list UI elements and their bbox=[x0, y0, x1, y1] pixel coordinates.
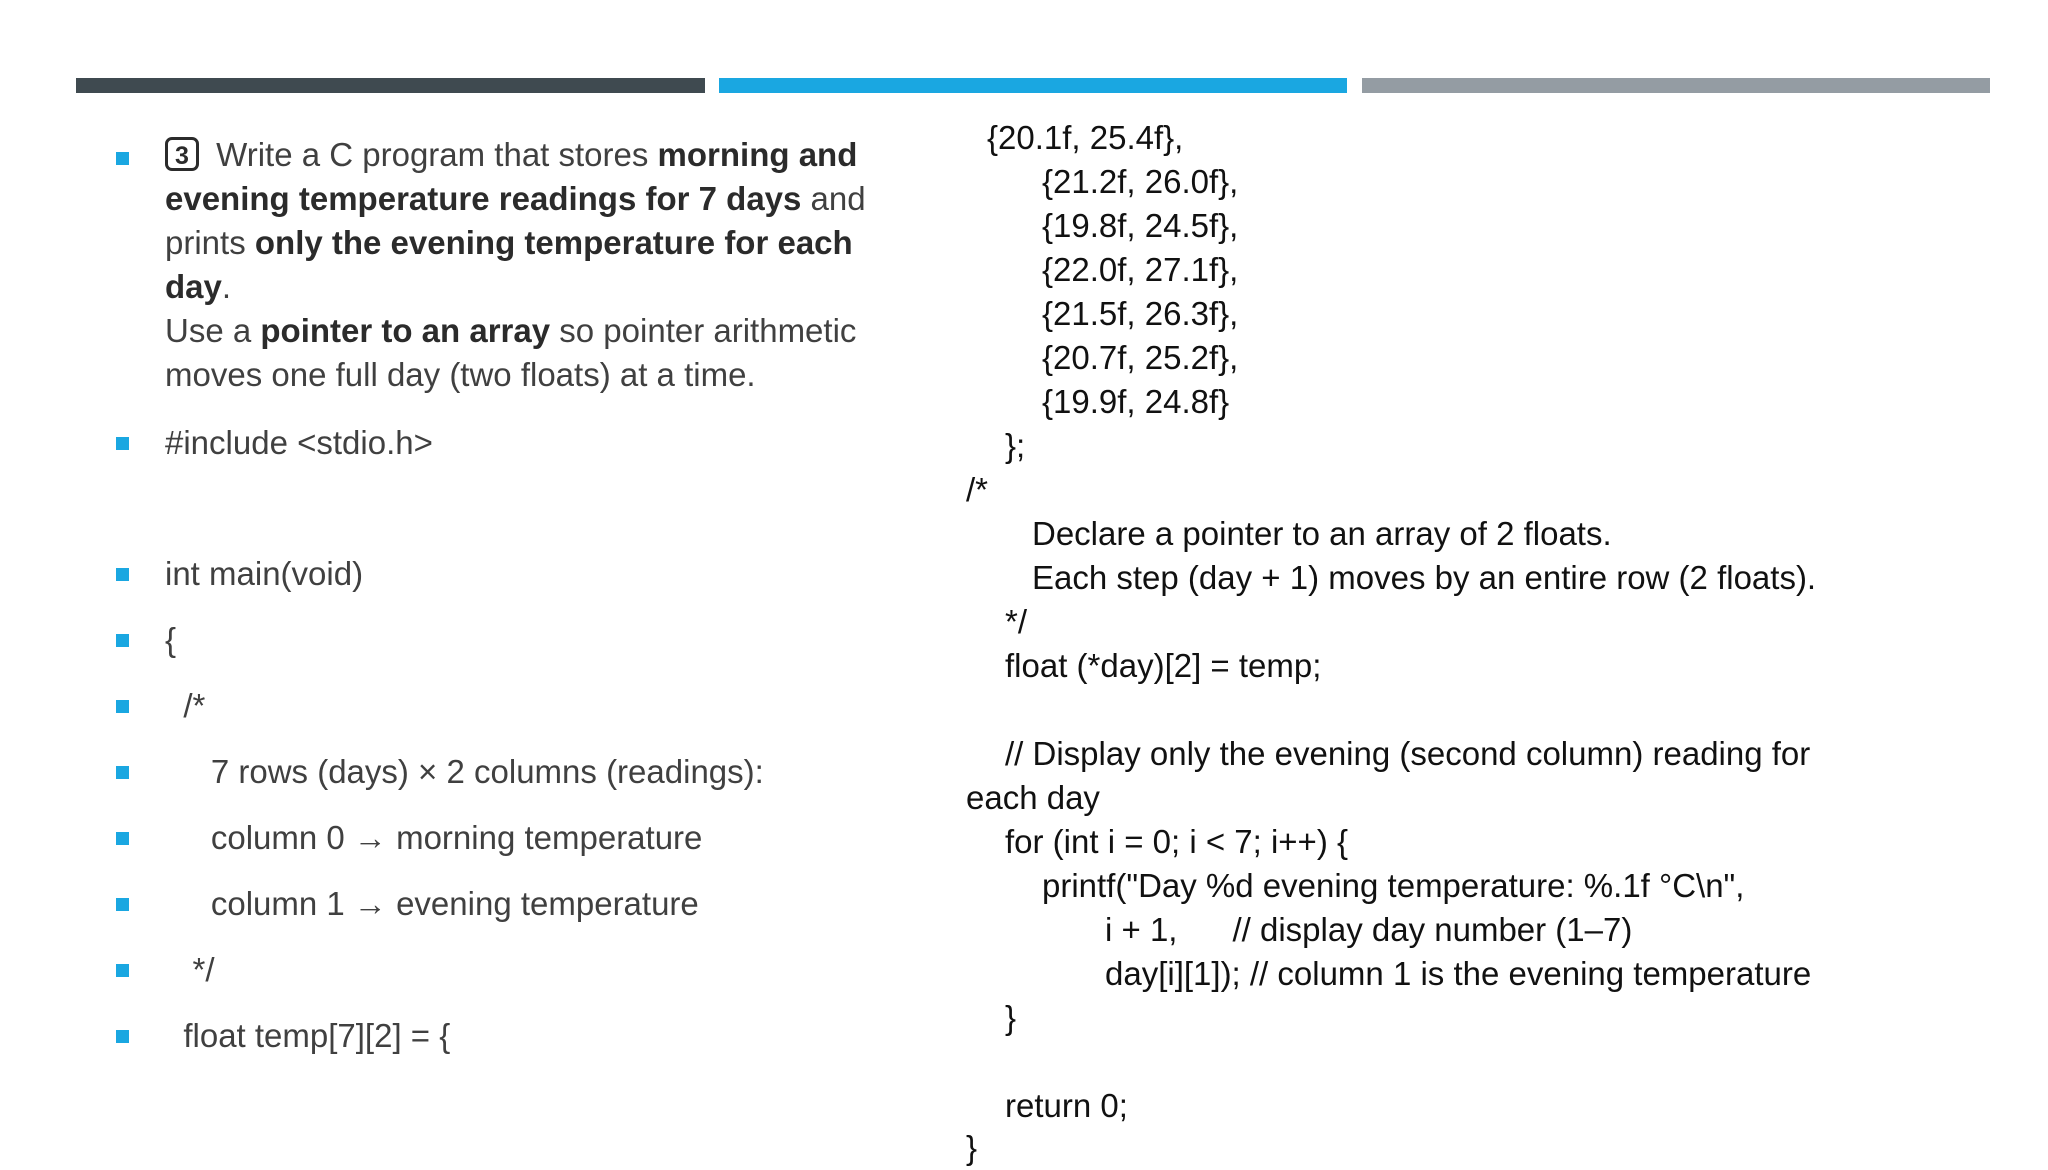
header-bar-dark bbox=[76, 78, 705, 93]
step-number-badge: 3 bbox=[165, 137, 199, 171]
code-line-loop-close: } bbox=[1005, 999, 1017, 1036]
bullet-icon bbox=[116, 634, 129, 647]
bullet-icon bbox=[116, 152, 129, 165]
code-line-row-3: {22.0f, 27.1f}, bbox=[1042, 251, 1239, 288]
bullet-icon bbox=[116, 898, 129, 911]
code-line-comment-close: */ bbox=[165, 951, 215, 988]
header-bar-blue bbox=[719, 78, 1347, 93]
code-line-row-6: {19.9f, 24.8f} bbox=[1042, 383, 1230, 420]
code-line-comment-col0: column 0 → morning temperature bbox=[165, 819, 703, 856]
code-line-main: int main(void) bbox=[165, 555, 364, 592]
code-line-comment-col1: column 1 → evening temperature bbox=[165, 885, 699, 922]
code-line-row-2: {19.8f, 24.5f}, bbox=[1042, 207, 1239, 244]
code-line-comment-rows: 7 rows (days) × 2 columns (readings): bbox=[165, 753, 764, 790]
code-line-row-4: {21.5f, 26.3f}, bbox=[1042, 295, 1239, 332]
bullet-icon bbox=[116, 832, 129, 845]
code-line-printf: printf("Day %d evening temperature: %.1f °C\n", bbox=[1042, 867, 1745, 904]
bullet-icon bbox=[116, 1030, 129, 1043]
code-line-array-close: }; bbox=[1005, 427, 1026, 464]
code-line-row-0: {20.1f, 25.4f}, bbox=[987, 119, 1184, 156]
code-line-comment-display: // Display only the evening (second column) reading for bbox=[1005, 735, 1811, 772]
code-line-comment-open: /* bbox=[165, 687, 206, 724]
header-bar-gray bbox=[1362, 78, 1990, 93]
bullet-icon bbox=[116, 964, 129, 977]
code-line-row-1: {21.2f, 26.0f}, bbox=[1042, 163, 1239, 200]
code-line-comment-step: Each step (day + 1) moves by an entire row (2 floats). bbox=[1032, 559, 1817, 596]
code-line-main-close: } bbox=[966, 1129, 978, 1166]
code-line-printf-arg2: day[i][1]); // column 1 is the evening temperature bbox=[1105, 955, 1812, 992]
task-description: 3 Write a C program that stores morning and evening temperature readings for 7 days and prints only the evening temperature for each day. Use a pointer to an array so pointer arithmetic moves one full day (two floats) at a time. bbox=[165, 136, 866, 393]
bullet-icon bbox=[116, 568, 129, 581]
bullet-icon bbox=[116, 437, 129, 450]
code-line-comment-pointer: Declare a pointer to an array of 2 floats. bbox=[1032, 515, 1612, 552]
bullet-icon bbox=[116, 700, 129, 713]
code-line-return: return 0; bbox=[1005, 1087, 1128, 1124]
code-line-row-5: {20.7f, 25.2f}, bbox=[1042, 339, 1239, 376]
code-line-comment-open: /* bbox=[966, 471, 989, 508]
code-line-open-brace: { bbox=[165, 621, 177, 658]
code-line-include: #include <stdio.h> bbox=[165, 424, 433, 461]
code-line-pointer-decl: float (*day)[2] = temp; bbox=[1005, 647, 1322, 684]
code-line-for-loop: for (int i = 0; i < 7; i++) { bbox=[1005, 823, 1349, 860]
code-line-printf-arg1: i + 1, // display day number (1–7) bbox=[1105, 911, 1633, 948]
code-line-comment-display-cont: each day bbox=[966, 779, 1100, 816]
code-line-array-decl: float temp[7][2] = { bbox=[165, 1017, 451, 1054]
code-line-comment-close: */ bbox=[1005, 603, 1028, 640]
bullet-icon bbox=[116, 766, 129, 779]
